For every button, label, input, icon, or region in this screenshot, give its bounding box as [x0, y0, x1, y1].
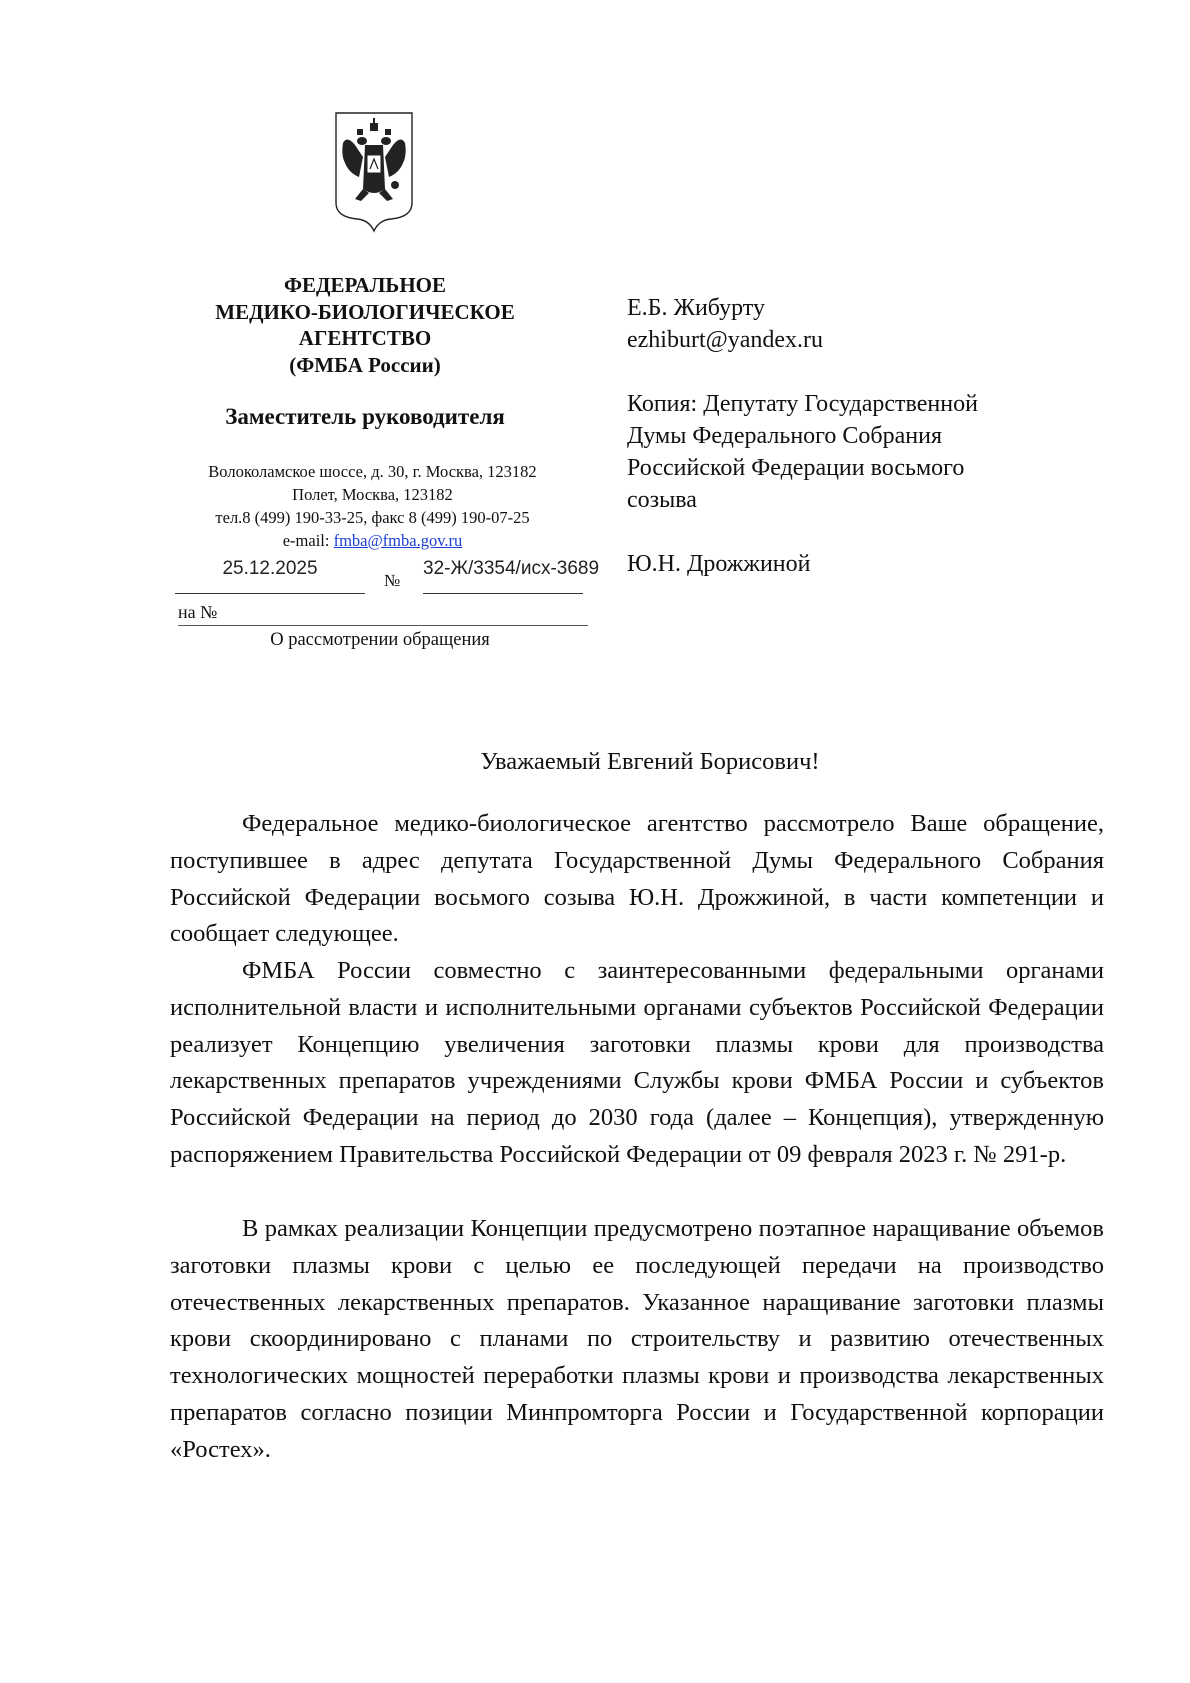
org-name-line: АГЕНТСТВО	[298, 326, 432, 350]
org-name-line: ФЕДЕРАЛЬНОЕ	[283, 273, 446, 297]
phone-fax-line: тел.8 (499) 190-33-25, факс 8 (499) 190-07-25	[215, 508, 530, 527]
copy-line: созыва	[627, 487, 697, 513]
signatory-position: Заместитель руководителя	[225, 404, 505, 429]
letter-body	[170, 806, 1104, 953]
email-line	[170, 529, 575, 552]
coat-of-arms-icon	[333, 105, 415, 235]
letter-body	[170, 953, 1104, 1174]
body-paragraph: В рамках реализации Концепции предусмотрено поэтапное наращивание объемов заготовки плазмы крови с целью ее последующей передачи на производство отечественных лекарственных препаратов. Указанное наращивание заготовки плазмы крови скоординировано с планами по строительству и развитию отечественных технологических мощностей переработки плазмы крови и производства лекарственных препаратов согласно позиции Минпромторга России и Государственной корпорации «Ростех».	[170, 1215, 1104, 1463]
copy-line: Думы Федерального Собрания	[627, 423, 942, 449]
date-underline	[175, 593, 365, 594]
email-link[interactable]: fmba@fmba.gov.ru	[333, 531, 463, 550]
reply-to-underline	[178, 625, 588, 626]
recipient-email: ezhiburt@yandex.ru	[627, 327, 824, 353]
copy-recipient-name: Ю.Н. Дрожжиной	[627, 551, 811, 577]
copy-line: Российской Федерации восьмого	[627, 455, 965, 481]
body-paragraph: ФМБА России совместно с заинтересованными федеральными органами исполнительной власти и исполнительными органами субъектов Российской Федерации реализует Концепцию увеличения заготовки плазмы крови для производства лекарственных препаратов учреждениями Службы крови ФМБА России и субъектов Российской Федерации на период до 2030 года (далее – Концепция), утвержденную распоряжением Правительства Российской Федерации от 09 февраля 2023 г. № 291-р.	[170, 957, 1104, 1168]
letter-body	[170, 1211, 1104, 1469]
outgoing-number: 32-Ж/3354/исх-3689	[423, 558, 600, 579]
letter-date: 25.12.2025	[222, 558, 318, 579]
org-name-line: (ФМБА России)	[289, 353, 441, 377]
recipient-name: Е.Б. Жибурту	[627, 295, 765, 321]
letter-subject: О рассмотрении обращения	[270, 630, 490, 650]
address-line: Полет, Москва, 123182	[292, 485, 453, 504]
reply-to-label: на №	[178, 602, 218, 622]
address-line: Волоколамское шоссе, д. 30, г. Москва, 123182	[208, 462, 537, 481]
number-underline	[423, 593, 583, 594]
copy-line: Копия: Депутату Государственной	[627, 391, 978, 417]
salutation: Уважаемый Евгений Борисович!	[480, 748, 820, 775]
body-paragraph: Федеральное медико-биологическое агентство рассмотрело Ваше обращение, поступившее в адрес депутата Государственной Думы Федерального Собрания Российской Федерации восьмого созыва Ю.Н. Дрожжиной, в части компетенции и сообщает следующее.	[170, 810, 1104, 948]
number-sign: №	[384, 571, 401, 590]
email-label: e-mail:	[282, 531, 334, 550]
org-name-line: МЕДИКО-БИОЛОГИЧЕСКОЕ	[215, 300, 515, 324]
